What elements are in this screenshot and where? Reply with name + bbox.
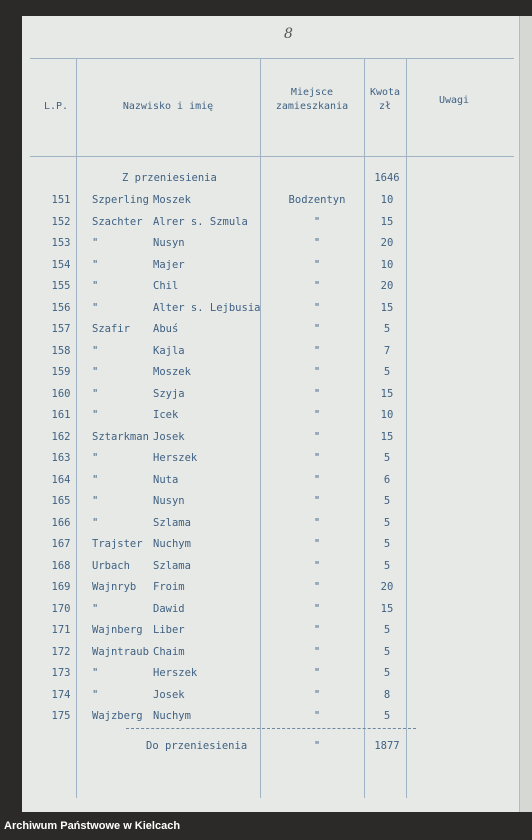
row-number: 172 <box>51 646 71 658</box>
row-surname: Szachter <box>92 216 143 228</box>
row-place: " <box>313 624 321 636</box>
row-surname: " <box>92 667 99 679</box>
row-given-name: Herszek <box>153 452 198 464</box>
row-surname: " <box>92 345 99 357</box>
carry-in-amount: 1646 <box>374 172 400 184</box>
row-amount: 15 <box>380 388 394 400</box>
row-given-name: Herszek <box>153 667 198 679</box>
row-surname: Trajster <box>92 538 143 550</box>
row-given-name: Josek <box>153 431 185 443</box>
row-place: Bodzentyn <box>288 194 346 206</box>
header-lp: L.P. <box>43 101 69 112</box>
column-divider <box>406 58 407 798</box>
carry-in-label: Z przeniesienia <box>122 172 217 184</box>
row-number: 156 <box>51 302 71 314</box>
row-amount: 5 <box>383 538 391 550</box>
row-given-name: Alter s. Lejbusia <box>153 302 261 314</box>
row-place: " <box>313 581 321 593</box>
row-surname: Wajzberg <box>92 710 143 722</box>
next-page-edge <box>519 16 532 812</box>
header-place: Miejsce zamieszkania <box>275 87 349 112</box>
row-amount: 5 <box>383 495 391 507</box>
row-surname: Wajnryb <box>92 581 137 593</box>
row-number: 152 <box>51 216 71 228</box>
row-given-name: Alrer s. Szmula <box>153 216 248 228</box>
row-place: " <box>313 431 321 443</box>
column-divider <box>260 58 261 798</box>
row-place: " <box>313 603 321 615</box>
row-number: 157 <box>51 323 71 335</box>
row-place: " <box>313 388 321 400</box>
row-amount: 15 <box>380 603 394 615</box>
row-amount: 5 <box>383 517 391 529</box>
row-number: 158 <box>51 345 71 357</box>
document-page <box>22 16 532 812</box>
row-given-name: Nuta <box>153 474 179 486</box>
row-given-name: Kajla <box>153 345 185 357</box>
row-place: " <box>313 560 321 572</box>
header-name: Nazwisko i imię <box>122 101 214 112</box>
row-place: " <box>313 323 321 335</box>
row-surname: Szafir <box>92 323 130 335</box>
row-surname: " <box>92 689 99 701</box>
row-amount: 6 <box>383 474 391 486</box>
row-surname: " <box>92 259 99 271</box>
row-surname: " <box>92 517 99 529</box>
row-number: 162 <box>51 431 71 443</box>
row-place: " <box>313 538 321 550</box>
carry-out-place: " <box>313 740 321 752</box>
row-place: " <box>313 216 321 228</box>
row-given-name: Liber <box>153 624 185 636</box>
row-number: 155 <box>51 280 71 292</box>
row-surname: " <box>92 280 99 292</box>
row-number: 170 <box>51 603 71 615</box>
row-amount: 20 <box>380 280 394 292</box>
row-surname: " <box>92 603 99 615</box>
row-number: 154 <box>51 259 71 271</box>
row-surname: " <box>92 302 99 314</box>
row-given-name: Moszek <box>153 194 191 206</box>
row-place: " <box>313 710 321 722</box>
row-surname: Urbach <box>92 560 130 572</box>
header-bottom-rule <box>30 156 514 157</box>
row-given-name: Nusyn <box>153 495 185 507</box>
row-number: 159 <box>51 366 71 378</box>
row-amount: 15 <box>380 431 394 443</box>
column-divider <box>364 58 365 798</box>
row-given-name: Szlama <box>153 517 191 529</box>
carry-out-amount: 1877 <box>374 740 400 752</box>
row-given-name: Icek <box>153 409 179 421</box>
row-number: 174 <box>51 689 71 701</box>
row-number: 169 <box>51 581 71 593</box>
row-surname: " <box>92 366 99 378</box>
row-place: " <box>313 409 321 421</box>
row-surname: " <box>92 237 99 249</box>
row-given-name: Moszek <box>153 366 191 378</box>
row-number: 151 <box>51 194 71 206</box>
page-number: 8 <box>284 26 293 42</box>
row-amount: 5 <box>383 646 391 658</box>
row-given-name: Szlama <box>153 560 191 572</box>
carry-out-label: Do przeniesienia <box>146 740 248 752</box>
header-top-rule <box>30 58 514 59</box>
row-amount: 10 <box>380 259 394 271</box>
row-place: " <box>313 366 321 378</box>
row-amount: 5 <box>383 624 391 636</box>
row-number: 167 <box>51 538 71 550</box>
archive-footer <box>0 812 532 840</box>
row-number: 171 <box>51 624 71 636</box>
row-given-name: Nuchym <box>153 538 191 550</box>
row-surname: Szperling <box>92 194 149 206</box>
row-number: 163 <box>51 452 71 464</box>
row-surname: " <box>92 388 99 400</box>
row-amount: 20 <box>380 237 394 249</box>
row-amount: 15 <box>380 302 394 314</box>
row-amount: 5 <box>383 323 391 335</box>
row-amount: 5 <box>383 452 391 464</box>
row-place: " <box>313 474 321 486</box>
row-surname: Sztarkman <box>92 431 149 443</box>
row-amount: 7 <box>383 345 391 357</box>
row-surname: " <box>92 495 99 507</box>
row-place: " <box>313 259 321 271</box>
row-number: 175 <box>51 710 71 722</box>
row-amount: 10 <box>380 409 394 421</box>
row-number: 168 <box>51 560 71 572</box>
row-place: " <box>313 517 321 529</box>
row-number: 153 <box>51 237 71 249</box>
row-given-name: Froim <box>153 581 185 593</box>
row-amount: 5 <box>383 366 391 378</box>
header-amount: Kwota zł <box>369 87 401 112</box>
total-separator <box>126 728 416 729</box>
row-surname: Wajntraub <box>92 646 149 658</box>
row-place: " <box>313 667 321 679</box>
row-surname: " <box>92 409 99 421</box>
row-given-name: Majer <box>153 259 185 271</box>
row-given-name: Chil <box>153 280 179 292</box>
row-number: 173 <box>51 667 71 679</box>
row-given-name: Dawid <box>153 603 185 615</box>
column-divider <box>76 58 77 798</box>
row-amount: 15 <box>380 216 394 228</box>
row-number: 166 <box>51 517 71 529</box>
row-given-name: Nuchym <box>153 710 191 722</box>
row-number: 164 <box>51 474 71 486</box>
row-place: " <box>313 646 321 658</box>
row-surname: " <box>92 474 99 486</box>
archive-name: Archiwum Państwowe w Kielcach <box>4 820 181 832</box>
row-amount: 8 <box>383 689 391 701</box>
row-place: " <box>313 280 321 292</box>
row-surname: Wajnberg <box>92 624 143 636</box>
row-place: " <box>313 302 321 314</box>
row-place: " <box>313 345 321 357</box>
row-amount: 5 <box>383 667 391 679</box>
row-amount: 20 <box>380 581 394 593</box>
row-place: " <box>313 237 321 249</box>
row-amount: 10 <box>380 194 394 206</box>
row-place: " <box>313 452 321 464</box>
row-given-name: Abuś <box>153 323 179 335</box>
row-amount: 5 <box>383 710 391 722</box>
row-surname: " <box>92 452 99 464</box>
row-number: 160 <box>51 388 71 400</box>
row-given-name: Nusyn <box>153 237 185 249</box>
row-number: 161 <box>51 409 71 421</box>
header-notes: Uwagi <box>438 95 470 106</box>
row-number: 165 <box>51 495 71 507</box>
row-place: " <box>313 495 321 507</box>
row-given-name: Chaim <box>153 646 185 658</box>
row-given-name: Josek <box>153 689 185 701</box>
row-amount: 5 <box>383 560 391 572</box>
row-given-name: Szyja <box>153 388 185 400</box>
row-place: " <box>313 689 321 701</box>
